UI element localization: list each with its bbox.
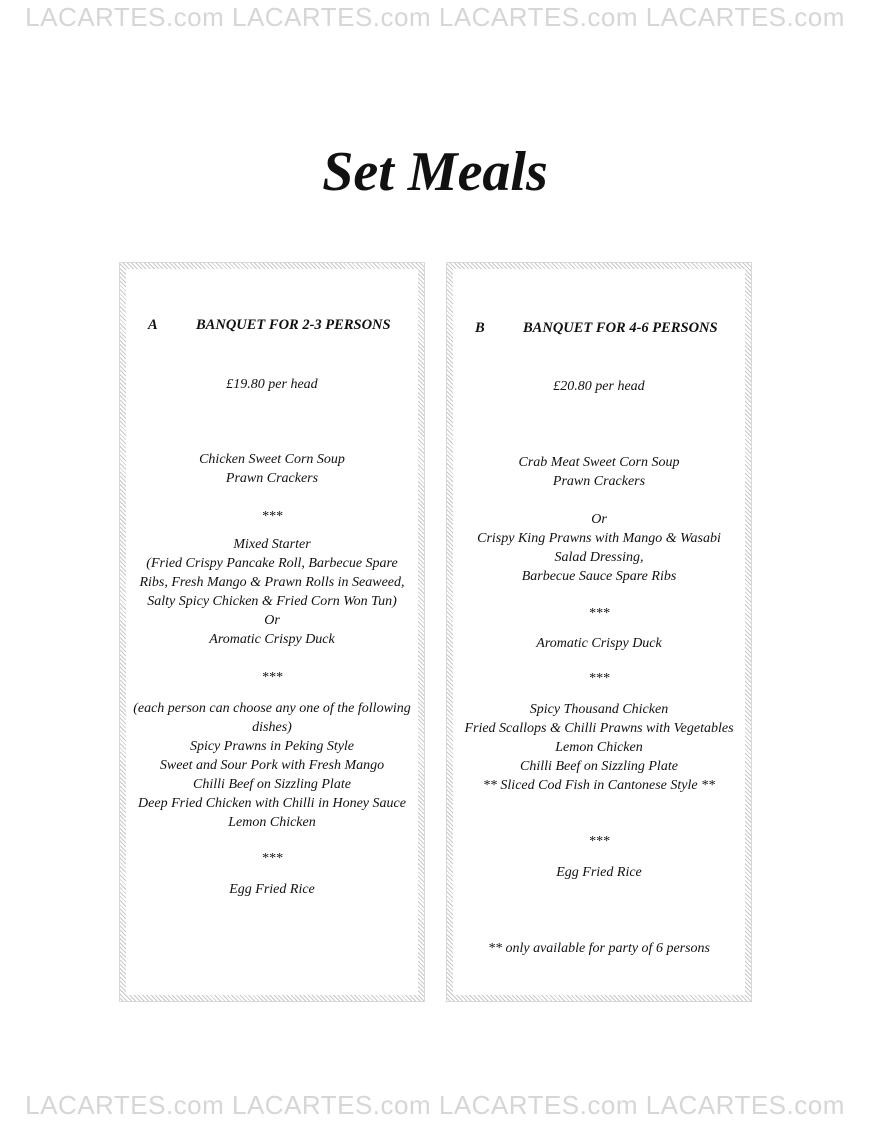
menu-a-separator-2: *** [261,670,283,685]
menu-item: Aromatic Crispy Duck [209,632,335,647]
menu-a-separator-3: *** [261,851,283,866]
menu-a-heading-text: BANQUET FOR 2-3 PERSONS [196,317,391,333]
menu-a-letter: A [148,317,158,333]
menu-b-course1-alternative [455,510,743,586]
menu-item: Salad Dressing, [554,550,644,565]
menu-b-separator-3: *** [588,834,610,849]
menu-b-course2: Aromatic Crispy Duck [536,636,662,651]
menu-item: (each person can choose any one of the following [133,701,411,716]
menu-item: Deep Fried Chicken with Chilli in Honey Sauce [138,796,406,811]
menu-b-heading-text: BANQUET FOR 4-6 PERSONS [523,320,718,336]
menu-item: Mixed Starter [233,537,311,552]
menu-item: Salty Spicy Chicken & Fried Corn Won Tun) [147,594,397,609]
menu-a-course2 [128,535,416,649]
menu-b-price: £20.80 per head [553,379,645,394]
menu-item: ** Sliced Cod Fish in Cantonese Style ** [482,778,716,793]
menu-b-course3 [455,700,743,795]
menu-b-separator-2: *** [588,671,610,686]
menu-b-note: ** only available for party of 6 persons [487,941,711,956]
menu-item: Chilli Beef on Sizzling Plate [520,759,678,774]
page-title: Set Meals [322,141,548,203]
menu-b-letter: B [475,320,485,336]
menu-item: Sweet and Sour Pork with Fresh Mango [159,758,385,773]
menu-b-course1 [459,453,739,491]
menu-a-course3 [128,699,416,832]
menu-item: Prawn Crackers [225,471,319,486]
menu-item: Fried Scallops & Chilli Prawns with Vegetables [464,721,734,736]
menu-item: Prawn Crackers [552,474,646,489]
menu-panel-a [119,262,425,1002]
menu-item: Spicy Thousand Chicken [529,702,669,717]
menu-b-separator-1: *** [588,606,610,621]
menu-a-separator-1: *** [261,509,283,524]
menu-panel-b [446,262,752,1002]
watermark-bottom: LACARTES.com LACARTES.com LACARTES.com LACARTES.com [25,1090,845,1120]
menu-item: Ribs, Fresh Mango & Prawn Rolls in Seaweed, [139,575,405,590]
menu-item: Crispy King Prawns with Mango & Wasabi [477,531,721,546]
menu-item: Chilli Beef on Sizzling Plate [193,777,351,792]
menu-item: Chicken Sweet Corn Soup [199,452,345,467]
menu-b-course4: Egg Fried Rice [556,865,642,880]
menu-item: Or [264,613,280,628]
menu-a-course1 [132,450,412,488]
menu-a-price: £19.80 per head [226,377,318,392]
menu-a-course4: Egg Fried Rice [229,882,315,897]
menu-item: Spicy Prawns in Peking Style [189,739,355,754]
menu-item: Lemon Chicken [228,815,316,830]
menu-item: Barbecue Sauce Spare Ribs [521,569,677,584]
menu-item: Crab Meat Sweet Corn Soup [518,455,680,470]
menu-item: (Fried Crispy Pancake Roll, Barbecue Spare [146,556,398,571]
menu-item: Or [591,512,607,527]
menu-item: Lemon Chicken [555,740,643,755]
menu-item: dishes) [252,720,292,735]
watermark-top: LACARTES.com LACARTES.com LACARTES.com LACARTES.com [25,2,845,32]
